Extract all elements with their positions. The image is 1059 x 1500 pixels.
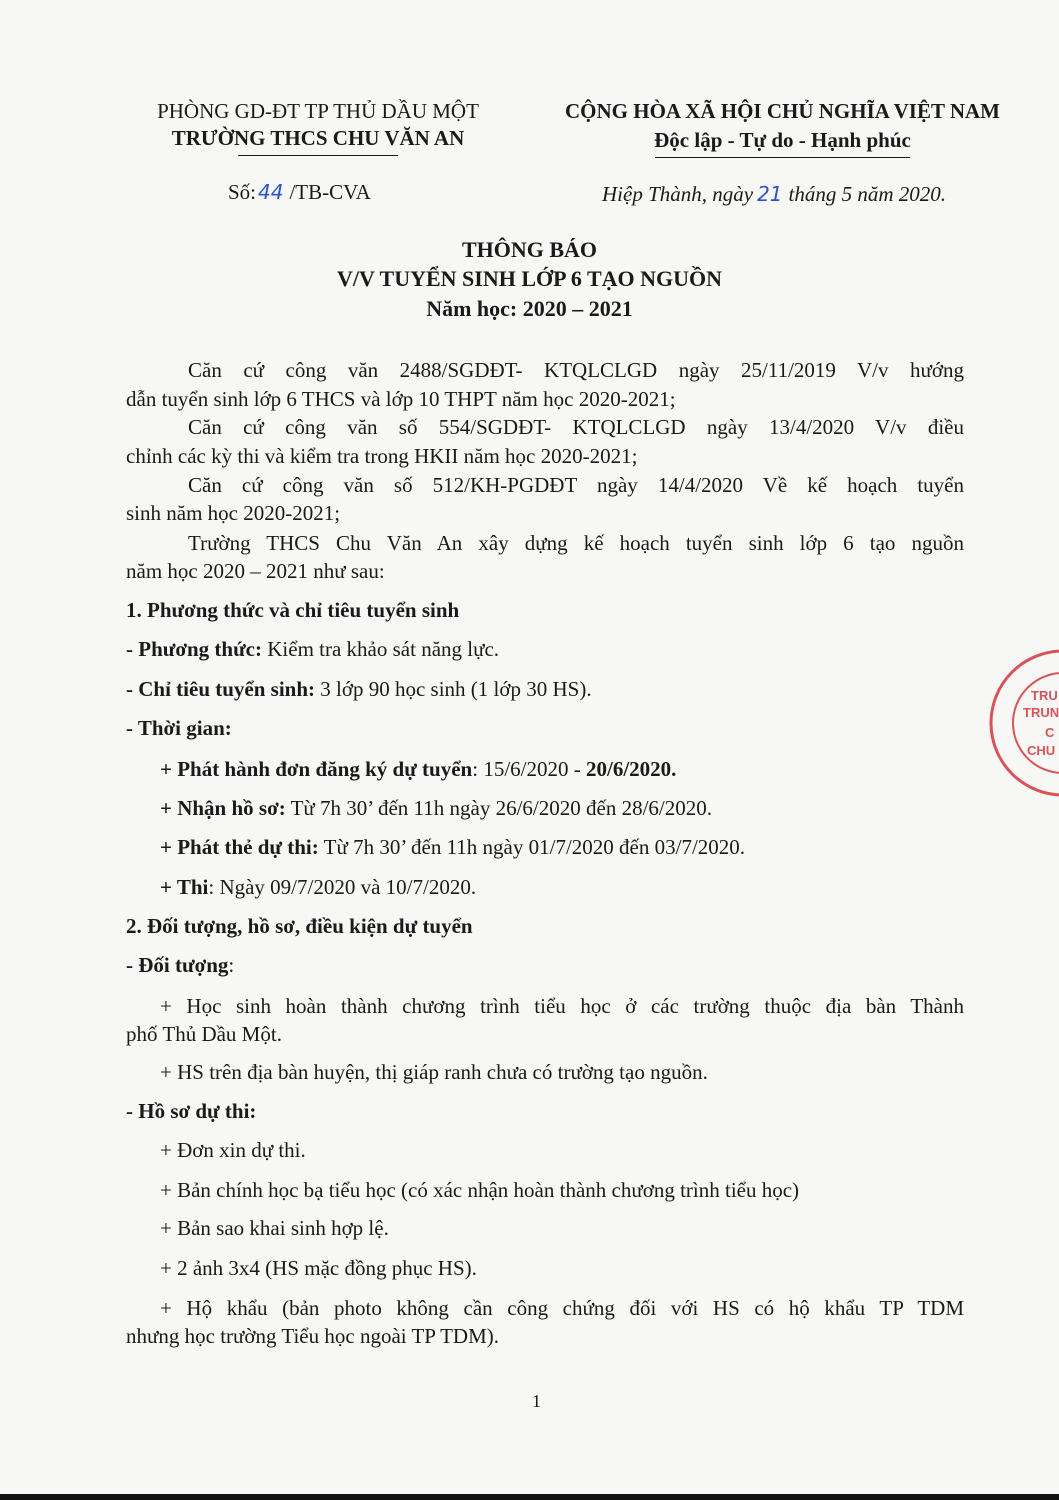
basis-2-line-1: Căn cứ công văn số 554/SGDĐT- KTQLCLGD ngày 13/4/2020 V/v điều <box>188 415 964 439</box>
stamp-outer-ring <box>991 651 1059 795</box>
section-1-heading: 1. Phương thức và chỉ tiêu tuyển sinh <box>126 598 460 622</box>
time-item-value-bold: 20/6/2020. <box>585 757 677 781</box>
agency-name: PHÒNG GD-ĐT TP THỦ DẦU MỘT <box>157 99 479 123</box>
subject-item-2: + HS trên địa bàn huyện, thị giáp ranh chưa có trường tạo nguồn. <box>160 1060 708 1084</box>
method-line <box>126 635 499 664</box>
stamp-inner-line: TRUN <box>1023 705 1059 720</box>
doc-item: + Đơn xin dự thi. <box>160 1138 306 1162</box>
time-item-exam <box>160 873 476 902</box>
method-value: Kiểm tra khảo sát năng lực. <box>262 637 500 661</box>
doc-item: + Bản chính học bạ tiểu học (có xác nhận hoàn thành chương trình tiểu học) <box>160 1178 800 1202</box>
time-item-value: : 15/6/2020 - <box>472 757 586 781</box>
national-motto-underline <box>655 157 910 158</box>
stamp-inner-line: CHU <box>1027 743 1056 758</box>
time-item-value: Từ 7h 30’ đến 11h ngày 26/6/2020 đến 28/6/2020. <box>285 796 713 820</box>
time-item-label: + Phát thẻ dự thi: <box>160 835 319 859</box>
docs-label: - Hồ sơ dự thi: <box>126 1099 257 1123</box>
plan-intro-line-2: năm học 2020 – 2021 như sau: <box>126 559 385 583</box>
quota-label: - Chỉ tiêu tuyển sinh: <box>126 677 316 701</box>
subject-colon: : <box>228 953 235 977</box>
page-number: 1 <box>532 1391 541 1411</box>
subject-label: - Đối tượng <box>126 953 229 977</box>
subject-item-1-line-1: + Học sinh hoàn thành chương trình tiểu học ở các trường thuộc địa bàn Thành <box>160 994 964 1018</box>
scan-bottom-edge <box>0 1494 1059 1500</box>
doc-item: + 2 ảnh 3x4 (HS mặc đồng phục HS). <box>160 1256 477 1280</box>
school-name: TRƯỜNG THCS CHU VĂN AN <box>171 126 465 150</box>
document-number-prefix: Số: <box>228 180 257 204</box>
document-number-handwritten: 44 <box>258 180 284 204</box>
date-day-handwritten: 21 <box>757 182 783 206</box>
document-number <box>228 180 371 205</box>
subject-label-line <box>126 951 234 980</box>
notice-title: THÔNG BÁO <box>461 237 598 262</box>
time-item-label: + Nhận hồ sơ: <box>160 796 286 820</box>
national-title: CỘNG HÒA XÃ HỘI CHỦ NGHĨA VIỆT NAM <box>564 99 1001 123</box>
doc-item-last-line-1: + Hộ khẩu (bản photo không cần công chứng đối với HS có hộ khẩu TP TDM <box>160 1296 964 1320</box>
time-item-submission <box>160 794 712 823</box>
basis-2-line-2: chỉnh các kỳ thi và kiểm tra trong HKII năm học 2020-2021; <box>126 444 638 468</box>
time-item-label: + Thi <box>160 875 209 899</box>
school-name-underline <box>238 155 398 156</box>
quota-value: 3 lớp 90 học sinh (1 lớp 30 HS). <box>315 677 592 701</box>
national-motto: Độc lập - Tự do - Hạnh phúc <box>654 128 911 152</box>
time-item-value: : Ngày 09/7/2020 và 10/7/2020. <box>208 875 477 899</box>
stamp-inner-line: TRU <box>1031 688 1058 703</box>
time-item-exam-card <box>160 833 745 862</box>
basis-3-line-1: Căn cứ công văn số 512/KH-PGDĐT ngày 14/4/2020 Về kế hoạch tuyển <box>188 473 964 497</box>
quota-line <box>126 675 592 704</box>
official-stamp-icon <box>985 645 1059 805</box>
time-item-label: + Phát hành đơn đăng ký dự tuyển <box>160 757 473 781</box>
basis-1-line-2: dẫn tuyển sinh lớp 6 THCS và lớp 10 THPT năm học 2020-2021; <box>126 387 676 411</box>
document-number-suffix: /TB-CVA <box>289 180 371 204</box>
subject-item-1-line-2: phố Thủ Dầu Một. <box>126 1022 282 1046</box>
notice-subject: V/V TUYỂN SINH LỚP 6 TẠO NGUỒN <box>336 266 723 291</box>
time-label: - Thời gian: <box>126 716 232 740</box>
document-date <box>602 182 946 207</box>
time-item-value: Từ 7h 30’ đến 11h ngày 01/7/2020 đến 03/7/2020. <box>318 835 746 859</box>
date-prefix: Hiệp Thành, ngày <box>602 182 754 206</box>
plan-intro-line-1: Trường THCS Chu Văn An xây dựng kế hoạch tuyển sinh lớp 6 tạo nguồn <box>188 531 964 555</box>
stamp-inner-line: C <box>1045 725 1055 740</box>
doc-item: + Bản sao khai sinh hợp lệ. <box>160 1216 389 1240</box>
notice-school-year: Năm học: 2020 – 2021 <box>426 296 633 321</box>
time-item-registration <box>160 755 676 784</box>
method-label: - Phương thức: <box>126 637 262 661</box>
basis-1-line-1: Căn cứ công văn 2488/SGDĐT- KTQLCLGD ngày 25/11/2019 V/v hướng <box>188 358 964 382</box>
basis-3-line-2: sinh năm học 2020-2021; <box>126 501 341 525</box>
date-suffix: tháng 5 năm 2020. <box>788 182 947 206</box>
doc-item-last-line-2: nhưng học trường Tiểu học ngoài TP TDM). <box>126 1324 499 1348</box>
section-2-heading: 2. Đối tượng, hồ sơ, điều kiện dự tuyển <box>126 914 473 938</box>
